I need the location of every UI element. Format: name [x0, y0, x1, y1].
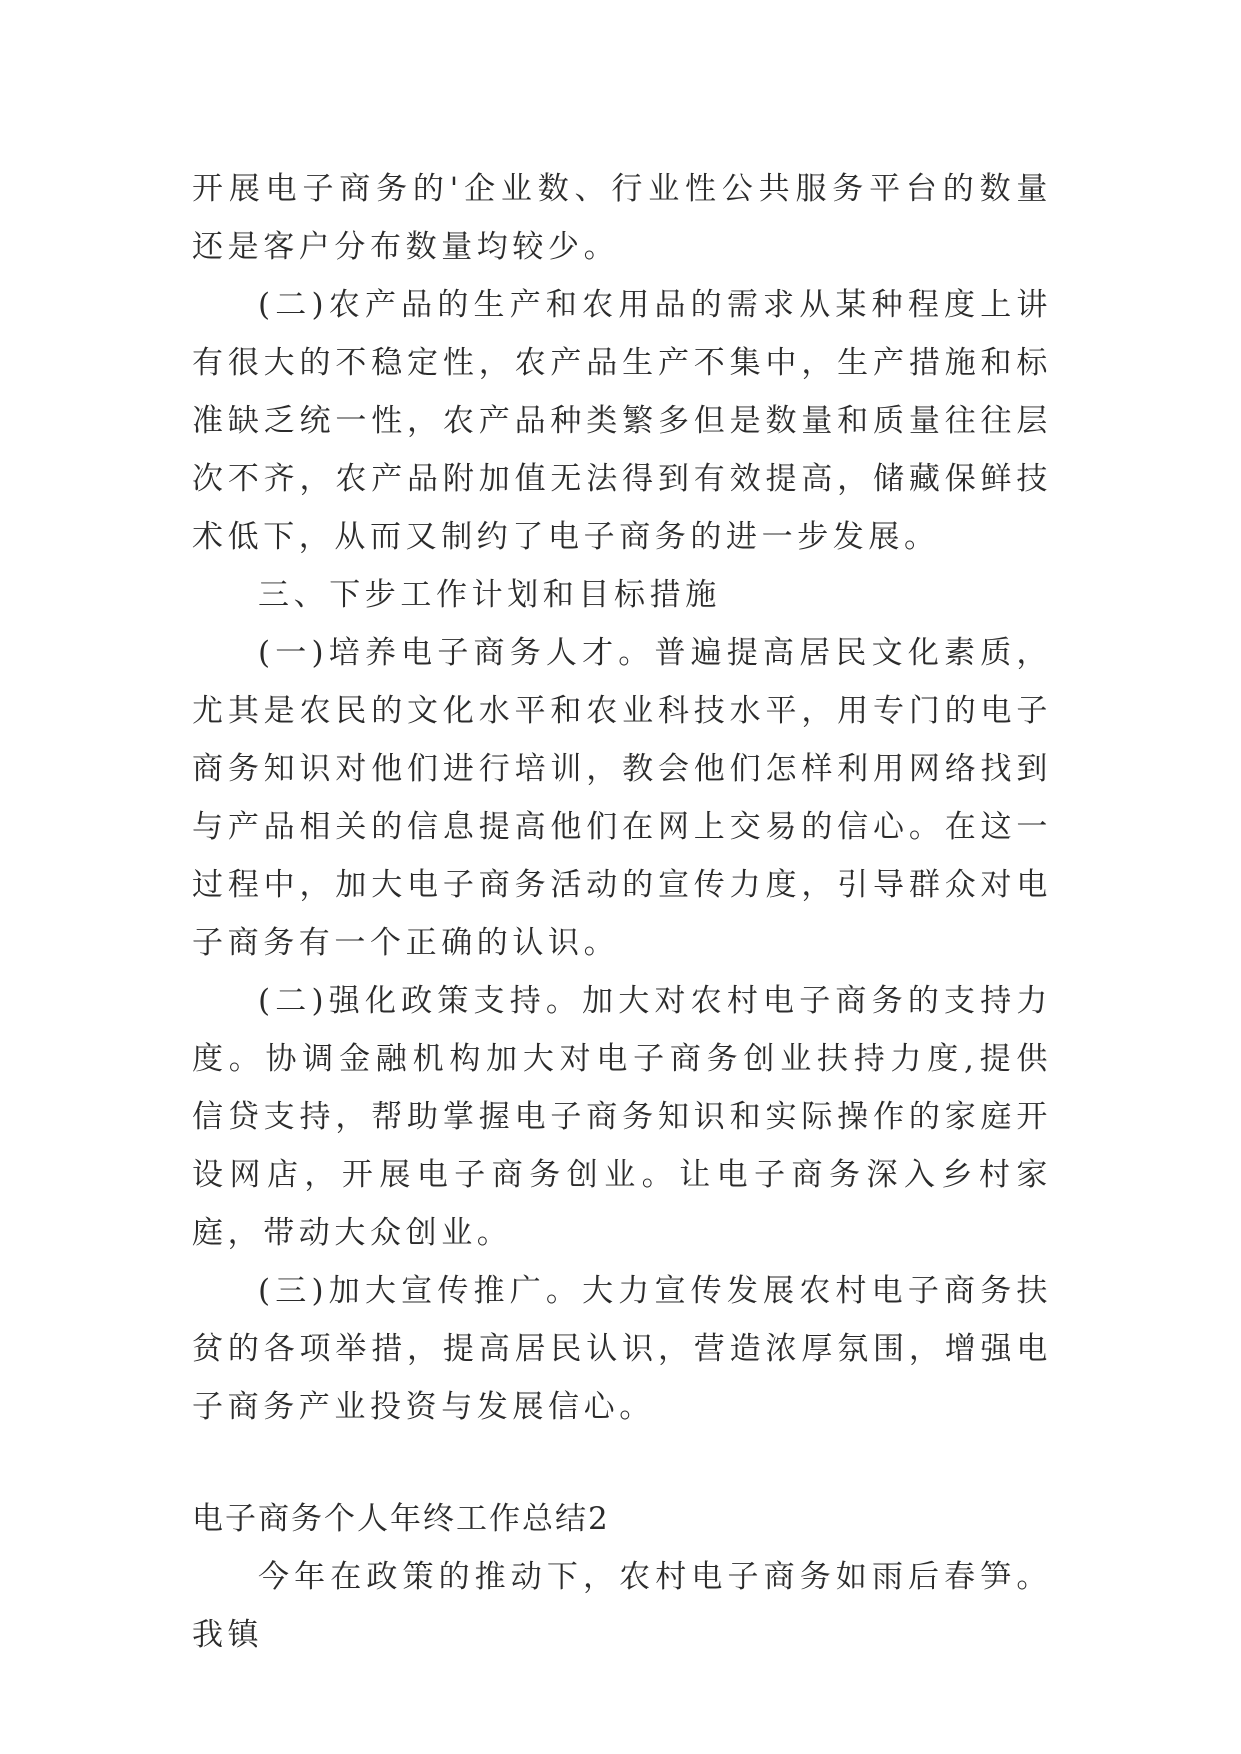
- paragraph-intro: 今年在政策的推动下，农村电子商务如雨后春笋。我镇: [192, 1559, 1052, 1653]
- paragraph-measure-2: (二)强化政策支持。加大对农村电子商务的支持力度。协调金融机构加大对电子商务创业扶持力度,提供信贷支持，帮助掌握电子商务知识和实际操作的家庭开设网店，开展电子商务创业。让电子商务深入乡村家庭，带动大众创业。: [192, 983, 1052, 1251]
- paragraph-problem-2: (二)农产品的生产和农用品的需求从某种程度上讲有很大的不稳定性，农产品生产不集中，生产措施和标准缺乏统一性，农产品种类繁多但是数量和质量往往层次不齐，农产品附加值无法得到有效提高，储藏保鲜技术低下，从而又制约了电子商务的进一步发展。: [192, 287, 1052, 555]
- document-body: [192, 160, 1052, 1664]
- paragraph-continuation: 开展电子商务的'企业数、行业性公共服务平台的数量还是客户分布数量均较少。: [192, 171, 1052, 265]
- paragraph-measure-1: (一)培养电子商务人才。普遍提高居民文化素质，尤其是农民的文化水平和农业科技水平，用专门的电子商务知识对他们进行培训，教会他们怎样利用网络找到与产品相关的信息提高他们在网上交易的信心。在这一过程中，加大电子商务活动的宣传力度，引导群众对电子商务有一个正确的认识。: [192, 635, 1052, 961]
- section-heading-plan: 三、下步工作计划和目标措施: [258, 577, 721, 613]
- paragraph-measure-3: (三)加大宣传推广。大力宣传发展农村电子商务扶贫的各项举措，提高居民认识，营造浓厚氛围，增强电子商务产业投资与发展信心。: [192, 1273, 1052, 1425]
- document-section-title: 电子商务个人年终工作总结2: [192, 1501, 610, 1537]
